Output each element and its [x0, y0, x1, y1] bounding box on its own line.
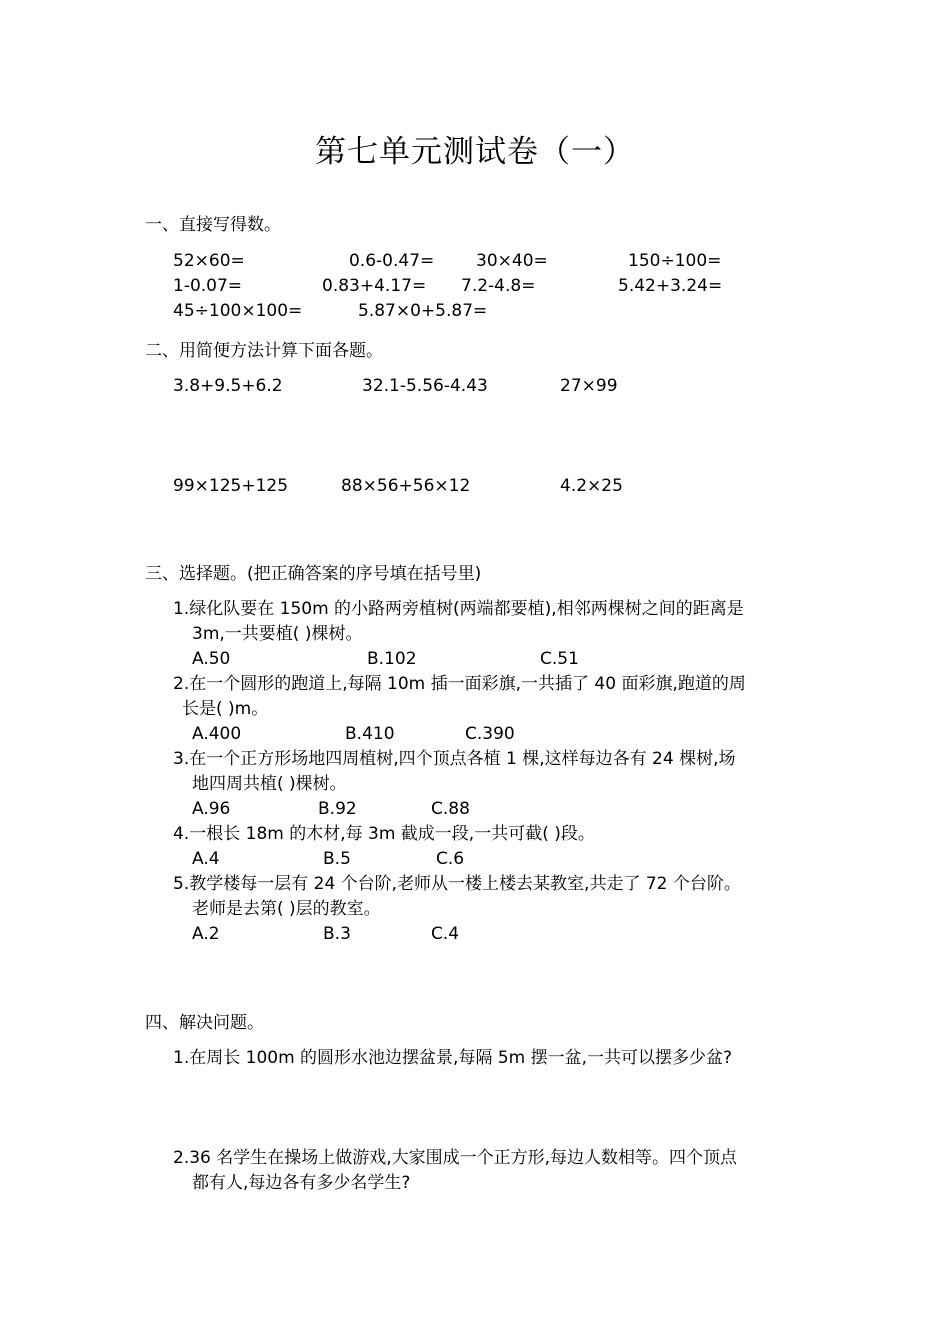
word-problem: 2.36 名学生在操场上做游戏,大家围成一个正方形,每边人数相等。四个顶点 — [173, 1148, 738, 1168]
simplify-item: 88×56+56×12 — [341, 476, 471, 496]
simplify-item: 27×99 — [560, 376, 618, 396]
choice-question: 1.绿化队要在 150m 的小路两旁植树(两端都要植),相邻两棵树之间的距离是 — [173, 599, 744, 619]
choice-option: C.390 — [465, 724, 515, 744]
choice-option: B.410 — [345, 724, 395, 744]
direct-item: 5.87×0+5.87= — [358, 301, 488, 321]
choice-option: A.96 — [192, 799, 231, 819]
word-problem: 1.在周长 100m 的圆形水池边摆盆景,每隔 5m 摆一盆,一共可以摆多少盆? — [173, 1048, 733, 1068]
choice-question: 5.教学楼每一层有 24 个台阶,老师从一楼上楼去某教室,共走了 72 个台阶。 — [173, 874, 741, 894]
simplify-item: 32.1-5.56-4.43 — [362, 376, 488, 396]
direct-item: 150÷100= — [628, 251, 722, 271]
direct-item: 5.42+3.24= — [618, 276, 723, 296]
direct-item: 7.2-4.8= — [461, 276, 536, 296]
choice-option: B.92 — [318, 799, 357, 819]
choice-option: B.5 — [323, 849, 351, 869]
choice-question-cont: 3m,一共要植( )棵树。 — [192, 624, 363, 644]
page-title: 第七单元测试卷（一） — [315, 134, 635, 170]
choice-option: C.88 — [431, 799, 470, 819]
direct-item: 0.6-0.47= — [349, 251, 435, 271]
choice-option: A.2 — [192, 924, 220, 944]
choice-option: A.4 — [192, 849, 220, 869]
choice-option: A.400 — [192, 724, 242, 744]
choice-question: 3.在一个正方形场地四周植树,四个顶点各植 1 棵,这样每边各有 24 棵树,场 — [173, 749, 736, 769]
section-heading-direct: 一、直接写得数。 — [145, 215, 281, 235]
choice-option: C.6 — [436, 849, 465, 869]
choice-option: B.3 — [323, 924, 351, 944]
word-problem-cont: 都有人,每边各有多少名学生? — [192, 1173, 411, 1193]
simplify-item: 99×125+125 — [173, 476, 289, 496]
choice-question-cont: 长是( )m。 — [182, 699, 269, 719]
simplify-item: 3.8+9.5+6.2 — [173, 376, 283, 396]
choice-question: 4.一根长 18m 的木材,每 3m 截成一段,一共可截( )段。 — [173, 824, 595, 844]
choice-option: C.51 — [540, 649, 579, 669]
section-heading-problems: 四、解决问题。 — [145, 1013, 264, 1033]
choice-option: A.50 — [192, 649, 231, 669]
direct-item: 30×40= — [476, 251, 548, 271]
choice-question-cont: 老师是去第( )层的教室。 — [192, 899, 381, 919]
direct-item: 0.83+4.17= — [322, 276, 427, 296]
simplify-item: 4.2×25 — [560, 476, 623, 496]
choice-option: C.4 — [431, 924, 460, 944]
section-heading-choice: 三、选择题。(把正确答案的序号填在括号里) — [145, 564, 482, 584]
direct-item: 52×60= — [173, 251, 245, 271]
choice-question: 2.在一个圆形的跑道上,每隔 10m 插一面彩旗,一共插了 40 面彩旗,跑道的周 — [173, 674, 746, 694]
section-heading-simplify: 二、用简便方法计算下面各题。 — [145, 341, 383, 361]
choice-option: B.102 — [367, 649, 417, 669]
direct-item: 1-0.07= — [173, 276, 243, 296]
choice-question-cont: 地四周共植( )棵树。 — [192, 774, 347, 794]
direct-item: 45÷100×100= — [173, 301, 303, 321]
